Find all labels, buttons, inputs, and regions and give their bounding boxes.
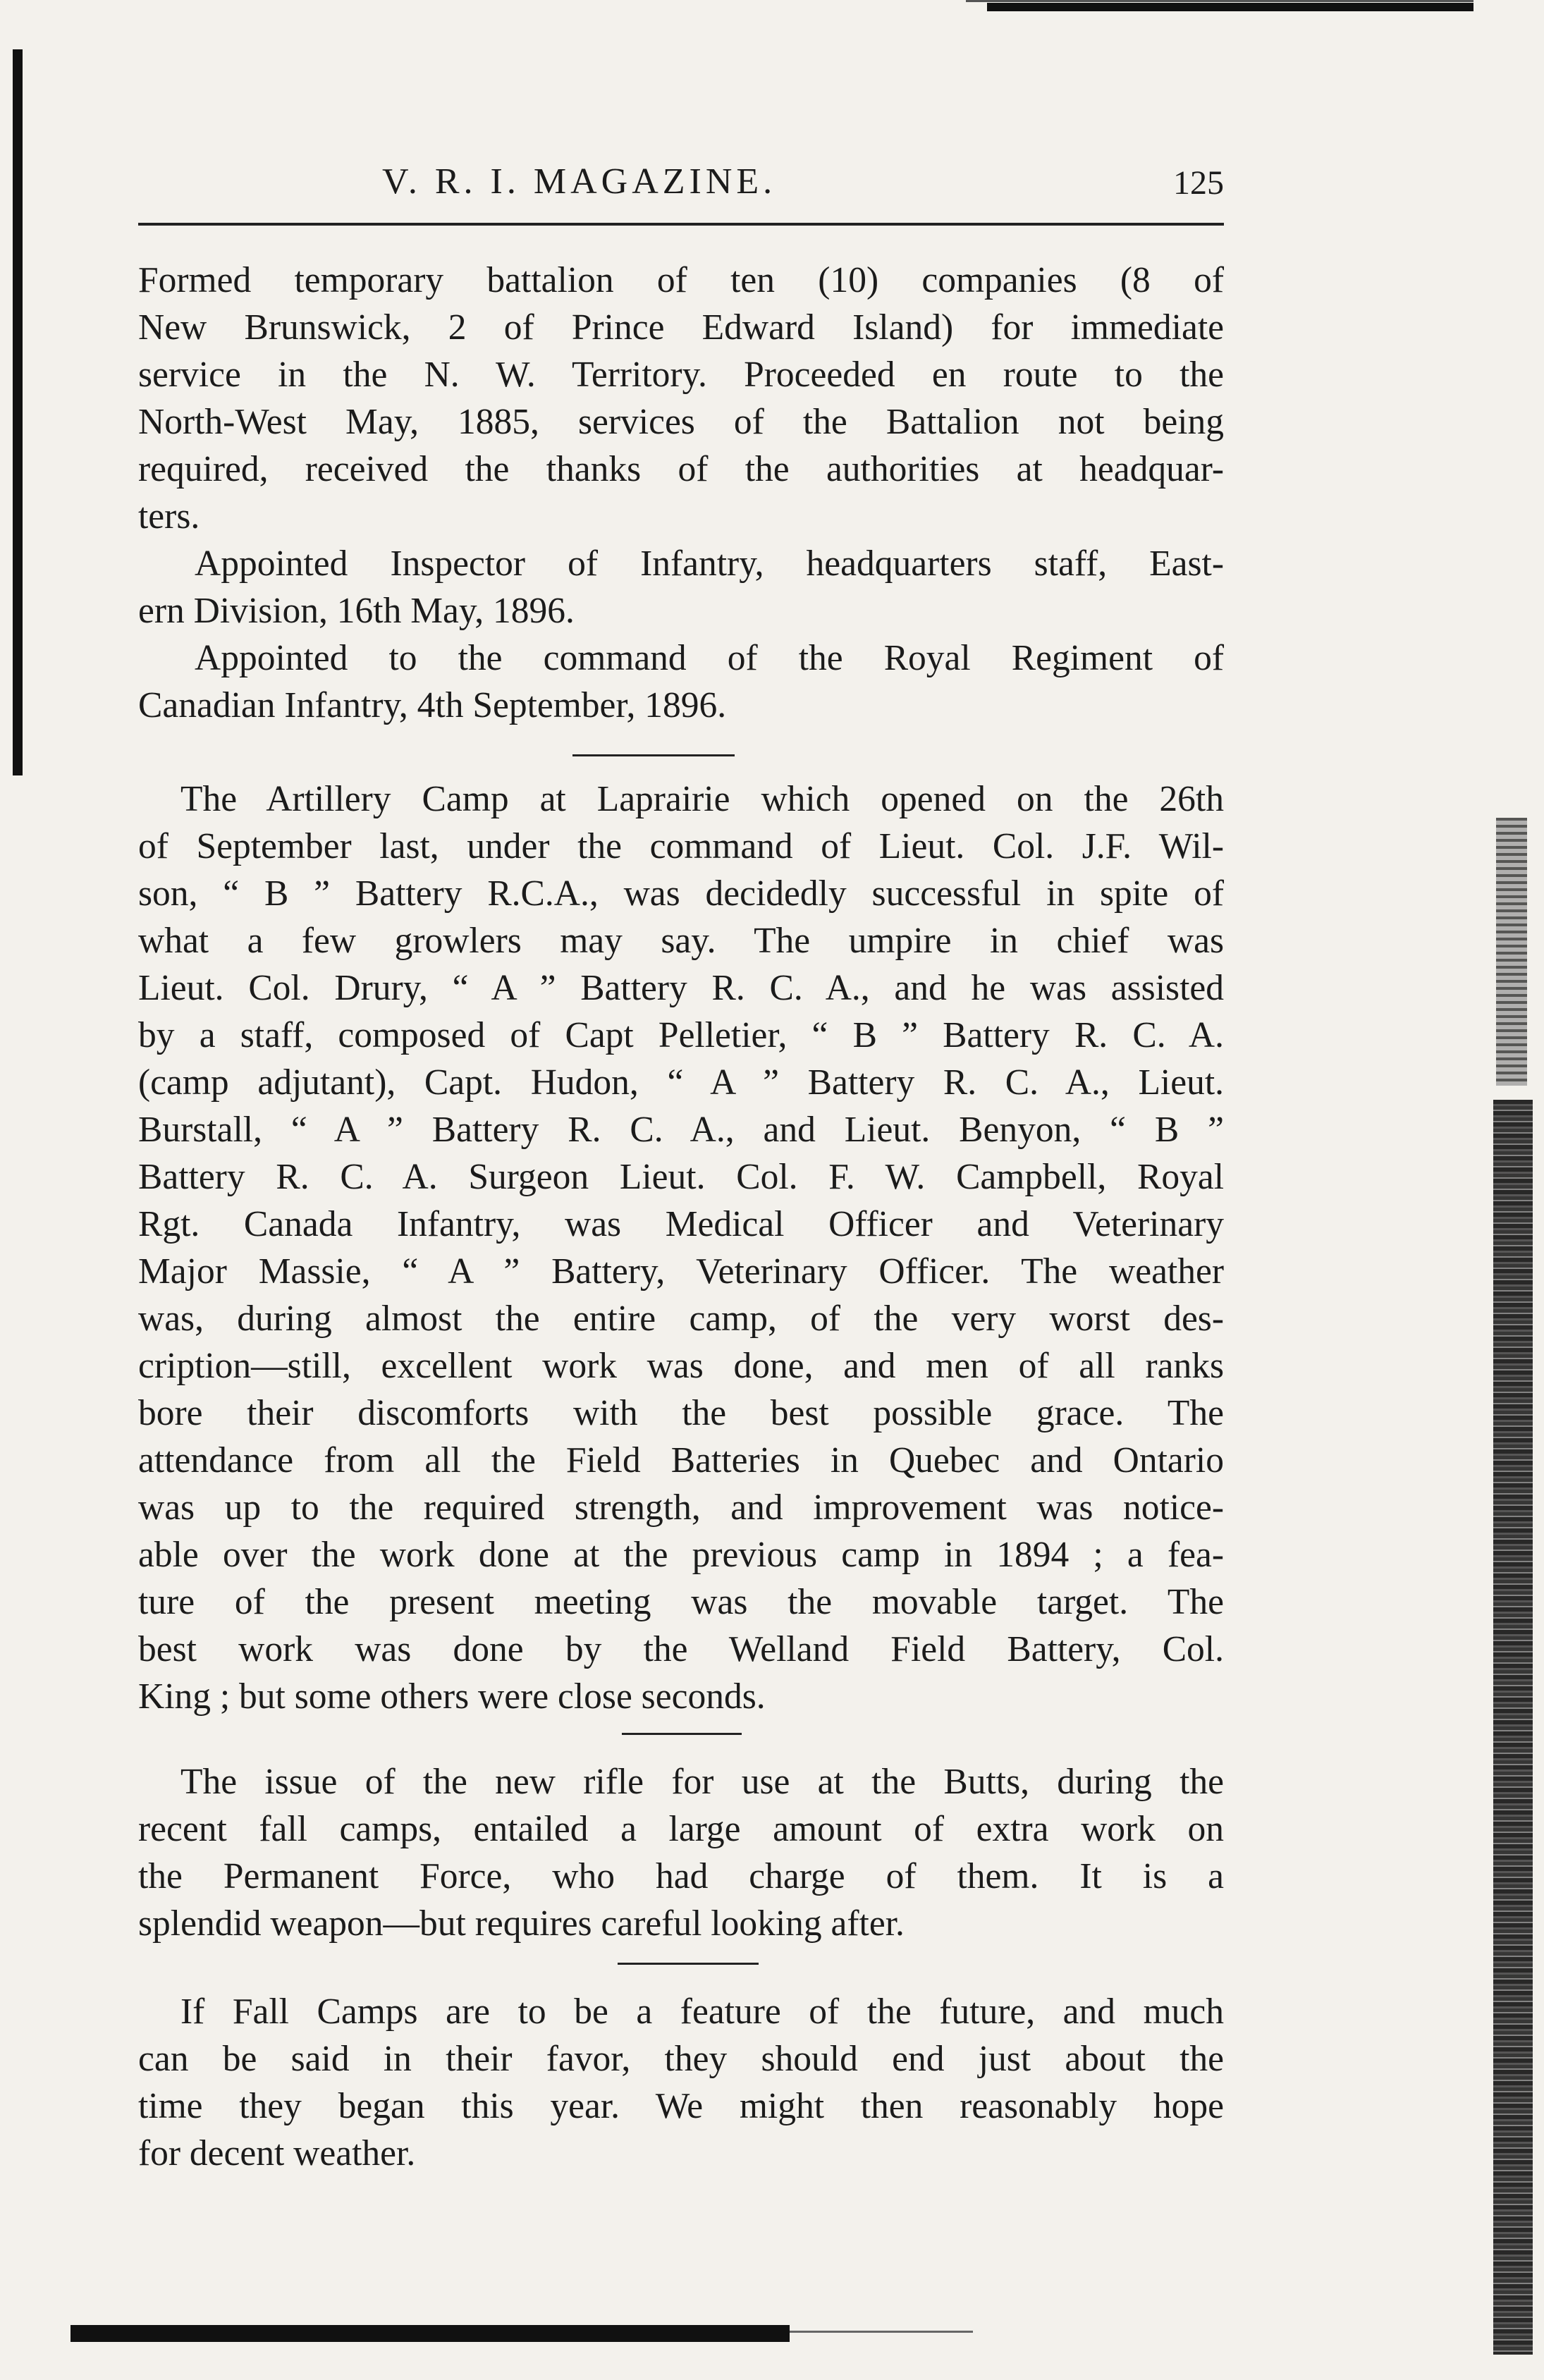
scan-edge-artifact	[1496, 818, 1527, 1086]
text-line: son, “ B ” Battery R.C.A., was decidedly successful in spite of	[138, 873, 1224, 914]
text-line: The Artillery Camp at Laprairie which opened on the 26th	[180, 779, 1224, 819]
paragraph-artillery-camp	[138, 775, 1224, 1720]
text-line: splendid weapon—but requires careful looking after.	[138, 1903, 905, 1944]
text-line: cription—still, excellent work was done, and men of all ranks	[138, 1346, 1224, 1386]
text-line: Appointed to the command of the Royal Regiment of	[195, 638, 1224, 678]
scan-edge-artifact	[71, 2325, 790, 2342]
text-line: what a few growlers may say. The umpire in chief was	[138, 921, 1224, 961]
scan-edge-artifact	[13, 49, 23, 775]
text-line: ture of the present meeting was the movable target. The	[138, 1582, 1224, 1622]
text-line: can be said in their favor, they should end just about the	[138, 2039, 1224, 2079]
header-rule	[138, 223, 1224, 226]
text-line: bore their discomforts with the best possible grace. The	[138, 1393, 1224, 1433]
text-line: New Brunswick, 2 of Prince Edward Island) for immediate	[138, 307, 1224, 348]
text-line: Rgt. Canada Infantry, was Medical Officer and Veterinary	[138, 1204, 1224, 1244]
paragraph-service-record	[138, 257, 1224, 729]
text-line: required, received the thanks of the authorities at headquar-	[138, 449, 1224, 489]
scan-edge-artifact	[790, 2331, 973, 2333]
text-line: Formed temporary battalion of ten (10) companies (8 of	[138, 260, 1224, 300]
paragraph-fall-camps	[138, 1988, 1224, 2177]
text-line: best work was done by the Welland Field Battery, Col.	[138, 1629, 1224, 1669]
text-line: the Permanent Force, who had charge of them. It is a	[138, 1856, 1224, 1896]
text-line: recent fall camps, entailed a large amount of extra work on	[138, 1809, 1224, 1849]
text-line: was, during almost the entire camp, of the very worst des-	[138, 1299, 1224, 1339]
text-line: ern Division, 16th May, 1896.	[138, 591, 575, 631]
text-line: by a staff, composed of Capt Pelletier, “ B ” Battery R. C. A.	[138, 1015, 1224, 1055]
text-line: Appointed Inspector of Infantry, headquarters staff, East-	[195, 544, 1224, 584]
paragraph-new-rifle	[138, 1758, 1224, 1947]
scan-edge-artifact	[1493, 1100, 1533, 2355]
text-line: for decent weather.	[138, 2133, 416, 2173]
text-line: time they began this year. We might then reasonably hope	[138, 2086, 1224, 2126]
text-line: The issue of the new rifle for use at the Butts, during the	[180, 1762, 1224, 1802]
section-divider	[618, 1963, 759, 1965]
page-number: 125	[1173, 164, 1224, 202]
section-divider	[622, 1733, 742, 1735]
text-line: North-West May, 1885, services of the Battalion not being	[138, 402, 1224, 442]
text-line: service in the N. W. Territory. Proceeded en route to the	[138, 355, 1224, 395]
text-line: King ; but some others were close seconds.	[138, 1676, 766, 1717]
text-line: Battery R. C. A. Surgeon Lieut. Col. F. W. Campbell, Royal	[138, 1157, 1224, 1197]
text-line: attendance from all the Field Batteries in Quebec and Ontario	[138, 1440, 1224, 1480]
running-title: V. R. I. MAGAZINE.	[382, 161, 777, 202]
text-line: Lieut. Col. Drury, “ A ” Battery R. C. A., and he was assisted	[138, 968, 1224, 1008]
text-line: able over the work done at the previous camp in 1894 ; a fea-	[138, 1535, 1224, 1575]
section-divider	[572, 754, 735, 756]
text-line: If Fall Camps are to be a feature of the future, and much	[180, 1992, 1224, 2032]
text-line: (camp adjutant), Capt. Hudon, “ A ” Battery R. C. A., Lieut.	[138, 1062, 1224, 1103]
scan-edge-artifact	[987, 3, 1473, 11]
text-line: Burstall, “ A ” Battery R. C. A., and Lieut. Benyon, “ B ”	[138, 1110, 1224, 1150]
page-header	[138, 161, 1224, 210]
scan-edge-artifact	[966, 0, 1473, 2]
text-line: ters.	[138, 496, 200, 536]
text-line: Major Massie, “ A ” Battery, Veterinary Officer. The weather	[138, 1251, 1224, 1292]
text-line: Canadian Infantry, 4th September, 1896.	[138, 685, 727, 725]
text-line: of September last, under the command of Lieut. Col. J.F. Wil-	[138, 826, 1224, 866]
text-line: was up to the required strength, and improvement was notice-	[138, 1488, 1224, 1528]
